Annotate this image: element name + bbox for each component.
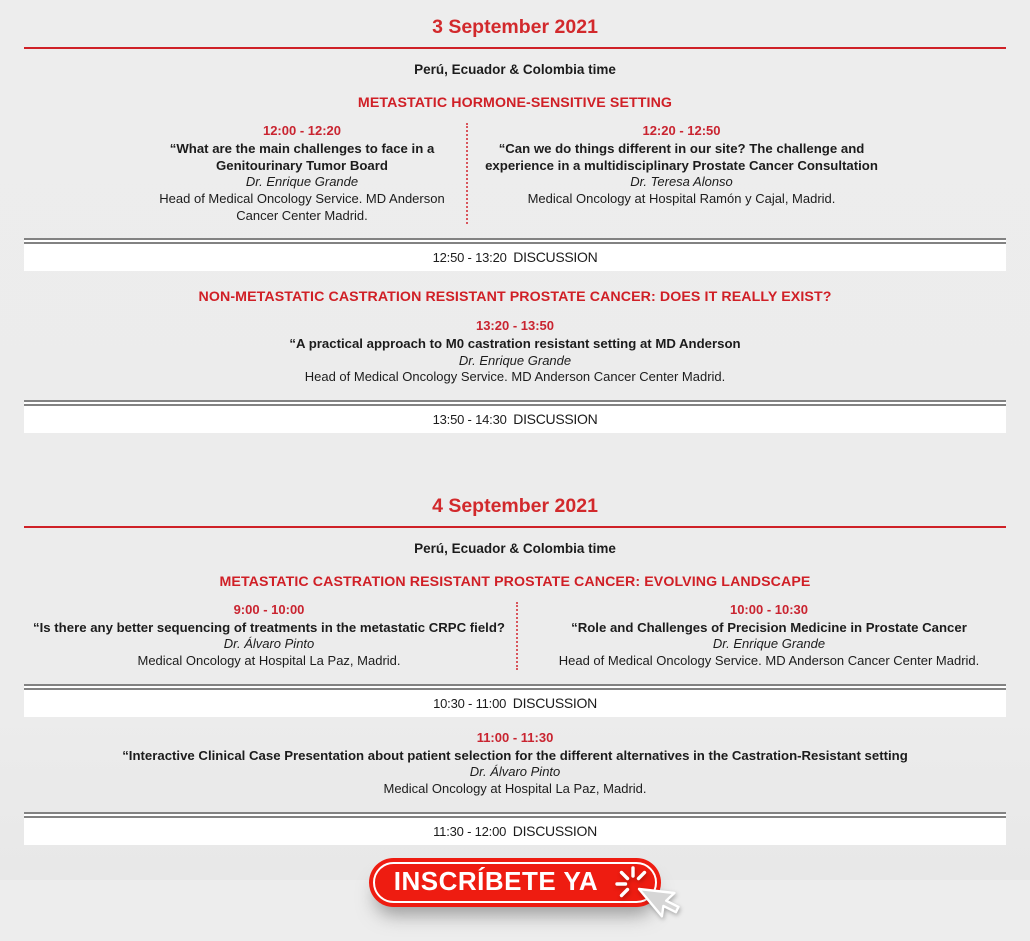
- discussion-label: DISCUSSION: [512, 694, 597, 711]
- session-affiliation: Medical Oncology at Hospital La Paz, Madrid.: [383, 781, 647, 797]
- discussion-bar: [24, 400, 1006, 433]
- session-title: “Interactive Clinical Case Presentation about patient selection for the different alternatives in the Castration-Resistant setting: [122, 747, 908, 763]
- day-2-date-heading: 4 September 2021: [432, 494, 598, 517]
- session-block: [0, 602, 518, 670]
- session-block: [0, 730, 1030, 798]
- click-burst-icon: [617, 868, 645, 896]
- session-affiliation: Medical Oncology at Hospital Ramón y Cajal, Madrid.: [527, 191, 836, 207]
- session-speaker: Dr. Enrique Grande: [712, 636, 826, 652]
- red-divider-line: [24, 47, 1006, 49]
- day-1-timezone: Perú, Ecuador & Colombia time: [414, 62, 616, 77]
- session-time: 12:20 - 12:50: [642, 123, 721, 138]
- session-speaker: Dr. Álvaro Pinto: [223, 636, 315, 652]
- day-1-section-1-title: METASTATIC HORMONE-SENSITIVE SETTING: [357, 95, 673, 111]
- session-affiliation: Head of Medical Oncology Service. MD Anderson Cancer Center Madrid.: [159, 191, 445, 223]
- session-speaker: Dr. Álvaro Pinto: [469, 764, 561, 780]
- discussion-time: 13:50 - 14:30: [432, 411, 507, 427]
- day-1-date-heading: 3 September 2021: [432, 16, 598, 38]
- session-block: [0, 123, 468, 224]
- day-1-sessions-row: [0, 123, 1030, 224]
- day-2-timezone: Perú, Ecuador & Colombia time: [414, 540, 616, 556]
- discussion-time: 12:50 - 13:20: [432, 249, 507, 265]
- discussion-bar: [24, 812, 1006, 845]
- mouse-pointer-icon: [639, 889, 679, 916]
- session-time: 12:00 - 12:20: [262, 123, 342, 138]
- inscribete-label: INSCRÍBETE YA: [393, 865, 599, 896]
- day-2-agenda: [0, 479, 1030, 845]
- session-time: 13:20 - 13:50: [475, 317, 555, 333]
- day-1-section-2-title: NON-METASTATIC CASTRATION RESISTANT PROSTATE CANCER: DOES IT REALLY EXIST?: [198, 288, 832, 305]
- session-title: “Role and Challenges of Precision Medicine in Prostate Cancer: [571, 619, 967, 635]
- session-title: “Is there any better sequencing of treatments in the metastatic CRPC field?: [33, 619, 505, 635]
- discussion-label: DISCUSSION: [513, 248, 598, 265]
- session-affiliation: Head of Medical Oncology Service. MD Anderson Cancer Center Madrid.: [558, 653, 980, 669]
- session-block: [0, 318, 1030, 386]
- session-time: 9:00 - 10:00: [233, 601, 305, 617]
- day-2-section-1-title: METASTATIC CASTRATION RESISTANT PROSTATE CANCER: EVOLVING LANDSCAPE: [219, 573, 811, 590]
- discussion-label: DISCUSSION: [512, 822, 597, 839]
- discussion-time: 11:30 - 12:00: [433, 823, 507, 839]
- cta-row: [0, 858, 1030, 907]
- discussion-bar: [24, 684, 1006, 717]
- red-divider-line: [24, 526, 1006, 528]
- session-block: [518, 602, 1030, 670]
- session-title: “A practical approach to M0 castration resistant setting at MD Anderson: [289, 335, 741, 351]
- session-time: 10:00 - 10:30: [729, 601, 809, 617]
- inscribete-button[interactable]: [369, 858, 661, 907]
- discussion-bar: [24, 238, 1006, 271]
- discussion-label: DISCUSSION: [513, 410, 598, 427]
- session-speaker: Dr. Enrique Grande: [245, 174, 359, 190]
- session-title: “What are the main challenges to face in a Genitourinary Tumor Board: [169, 141, 435, 173]
- session-block: [468, 123, 1030, 224]
- click-cursor-icon: [605, 861, 689, 941]
- session-title: “Can we do things different in our site? The challenge and experience in a multidisciplinary Prostate Cancer Consultation: [485, 141, 878, 173]
- discussion-time: 10:30 - 11:00: [433, 695, 507, 711]
- session-affiliation: Medical Oncology at Hospital La Paz, Madrid.: [137, 653, 401, 669]
- session-time: 11:00 - 11:30: [476, 729, 554, 745]
- day-2-sessions-row: [0, 602, 1030, 670]
- session-affiliation: Head of Medical Oncology Service. MD Anderson Cancer Center Madrid.: [304, 369, 726, 385]
- session-speaker: Dr. Teresa Alonso: [630, 174, 733, 190]
- session-speaker: Dr. Enrique Grande: [458, 352, 572, 368]
- day-1-agenda: [0, 0, 1030, 433]
